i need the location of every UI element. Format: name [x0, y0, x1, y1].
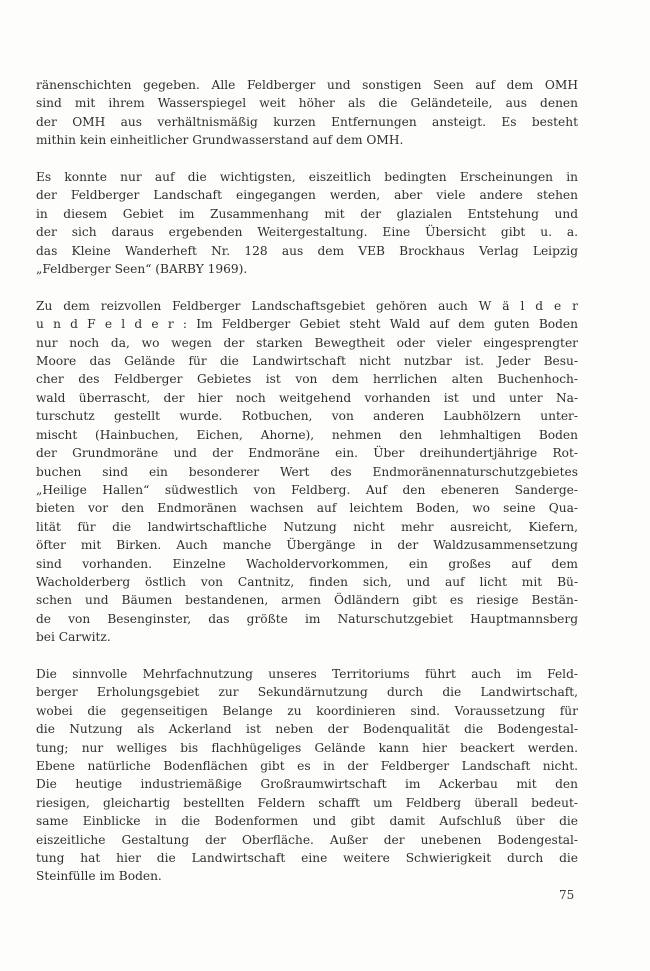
text-line: Moore das Gelände für die Landwirtschaft nicht nutzbar ist. Jeder Besu- — [36, 354, 578, 369]
text-line: sind vorhanden. Einzelne Wacholdervorkommen, ein großes auf dem — [36, 556, 578, 571]
text-line: Die sinnvolle Mehrfachnutzung unseres Territoriums führt auch im Feld- — [36, 666, 578, 681]
paragraph — [36, 297, 578, 647]
text-line: ränenschichten gegeben. Alle Feldberger und sonstigen Seen auf dem OMH — [36, 78, 578, 92]
text-line: Ebene natürliche Bodenflächen gibt es in der Feldberger Landschaft nicht. — [36, 758, 578, 773]
text-line: der Grundmoräne und der Endmoräne ein. Über dreihundertjährige Rot- — [36, 446, 578, 461]
text-line: das Kleine Wanderheft Nr. 128 aus dem VEB Brockhaus Verlag Leipzig — [36, 243, 578, 258]
text-line: Die heutige industriemäßige Großraumwirtschaft im Ackerbau mit den — [36, 777, 578, 792]
text-line: bei Carwitz. — [36, 630, 111, 645]
paragraph — [36, 665, 578, 886]
text-line: mischt (Hainbuchen, Eichen, Ahorne), nehmen den lehmhaltigen Boden — [36, 427, 578, 442]
text-line: riesigen, gleichartig bestellten Feldern schafft um Feldberg überall bedeut- — [36, 795, 578, 810]
text-line: de von Besenginster, das größte im Naturschutzgebiet Hauptmannsberg — [36, 611, 578, 626]
text-line: same Einblicke in die Bodenformen und gibt damit Aufschluß über die — [36, 814, 578, 829]
text-line: öfter mit Birken. Auch manche Übergänge in der Waldzusammensetzung — [36, 538, 578, 553]
paragraph — [36, 76, 578, 150]
text-line: der sich daraus ergebenden Weitergestaltung. Eine Übersicht gibt u. a. — [36, 225, 578, 240]
text-line: Wacholderberg östlich von Cantnitz, finden sich, und auf licht mit Bü- — [36, 574, 578, 589]
text-line: nur noch da, wo wegen der starken Bewegtheit oder vieler eingesprengter — [36, 335, 578, 350]
text-line: eiszeitliche Gestaltung der Oberfläche. Außer der unebenen Bodengestal- — [36, 832, 578, 847]
text-line: buchen sind ein besonderer Wert des Endmoränennaturschutzgebietes — [36, 464, 578, 479]
body-text — [36, 76, 578, 904]
text-line: cher des Feldberger Gebietes ist von dem herrlichen alten Buchenhoch- — [36, 372, 578, 387]
text-line: wobei die gegenseitigen Belange zu koordinieren sind. Voraussetzung für — [36, 703, 578, 718]
text-line: tung hat hier die Landwirtschaft eine weitere Schwierigkeit durch die — [36, 851, 578, 866]
text-line: die Nutzung als Ackerland ist neben der Bodenqualität die Bodengestal- — [36, 722, 578, 737]
text-line: turschutz gestellt wurde. Rotbuchen, von anderen Laubhölzern unter- — [36, 409, 578, 424]
text-line: schen und Bäumen bestandenen, armen Ödländern gibt es riesige Bestän- — [36, 593, 578, 608]
text-line: u n d F e l d e r : Im Feldberger Gebiet steht Wald auf dem guten Boden — [36, 317, 578, 332]
text-line: lität für die landwirtschaftliche Nutzung nicht mehr ausreicht, Kiefern, — [36, 519, 578, 534]
text-line: tung; nur welliges bis flachhügeliges Gelände kann hier beackert werden. — [36, 740, 578, 755]
paragraph — [36, 168, 578, 278]
text-line: bieten vor den Endmoränen wachsen auf leichtem Boden, wo seine Qua- — [36, 501, 578, 516]
text-line: mithin kein einheitlicher Grundwasserstand auf dem OMH. — [36, 133, 404, 148]
text-line: sind mit ihrem Wasserspiegel weit höher als die Geländeteile, aus denen — [36, 96, 578, 111]
text-line: berger Erholungsgebiet zur Sekundärnutzung durch die Landwirtschaft, — [36, 685, 578, 700]
text-line: Zu dem reizvollen Feldberger Landschaftsgebiet gehören auch W ä l d e r — [36, 298, 578, 313]
text-line: Steinfülle im Boden. — [36, 869, 162, 884]
text-line: wald überrascht, der hier noch weitgehend vorhanden ist und unter Na- — [36, 390, 578, 405]
text-line: „Heilige Hallen“ südwestlich von Feldberg. Auf den ebeneren Sanderge- — [36, 482, 578, 497]
page-number: 75 — [559, 888, 575, 902]
text-line: in diesem Gebiet im Zusammenhang mit der glazialen Entstehung und — [36, 206, 578, 221]
text-line: der Feldberger Landschaft eingegangen werden, aber viele andere stehen — [36, 188, 578, 203]
text-line: „Feldberger Seen“ (BARBY 1969). — [36, 262, 248, 277]
text-line: Es konnte nur auf die wichtigsten, eiszeitlich bedingten Erscheinungen in — [36, 170, 578, 185]
text-line: der OMH aus verhältnismäßig kurzen Entfernungen ansteigt. Es besteht — [36, 114, 578, 129]
